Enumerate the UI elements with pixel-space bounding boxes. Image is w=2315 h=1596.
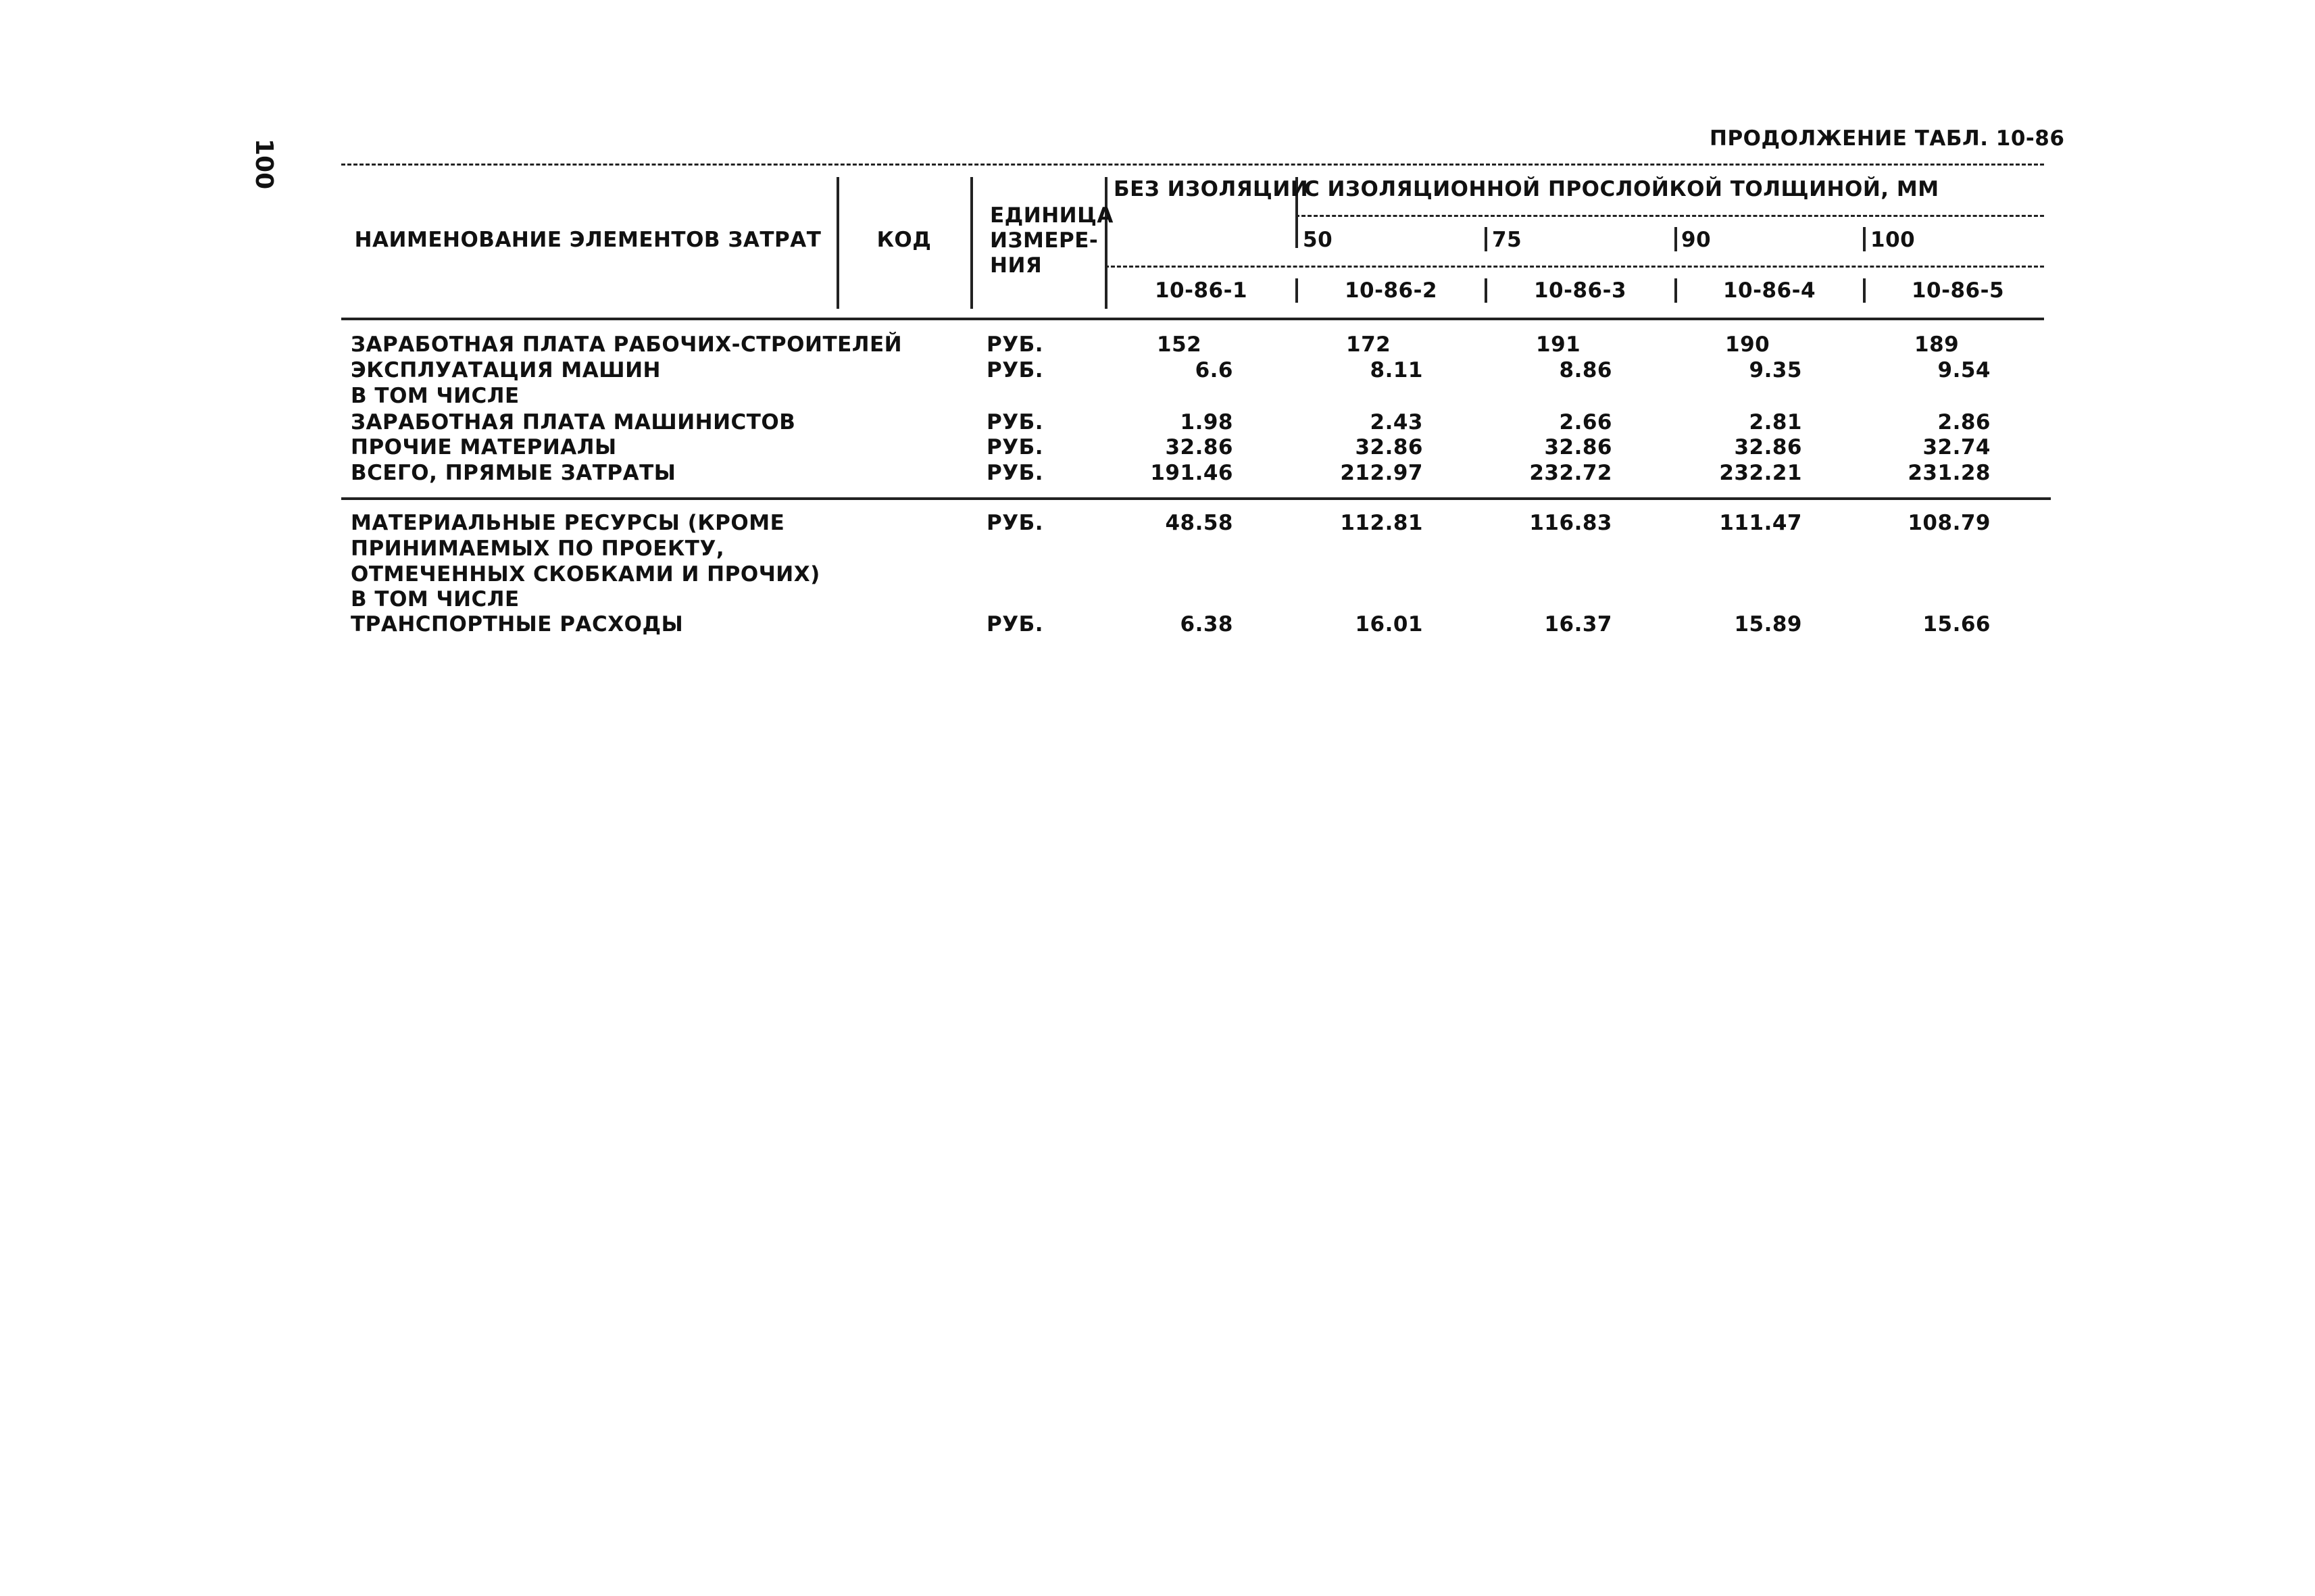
section2-sub-value: 15.66 <box>1922 612 1991 637</box>
row-unit: РУБ. <box>987 332 1044 357</box>
row-value: 232.21 <box>1719 461 1802 485</box>
row-value: 231.28 <box>1908 461 1991 485</box>
row-value: 191.46 <box>1150 461 1233 485</box>
header-with-insulation: С ИЗОЛЯЦИОННОЙ ПРОСЛОЙКОЙ ТОЛЩИНОЙ, ММ <box>1304 177 1939 201</box>
header-sep-90 <box>1674 227 1677 251</box>
row-value: 212.97 <box>1340 461 1423 485</box>
section2-value: 111.47 <box>1719 511 1802 535</box>
header-unit-3: НИЯ <box>990 253 1043 278</box>
thickness-50: 50 <box>1303 228 1333 252</box>
header-inner-rule <box>1295 215 2044 217</box>
row-name: ПРОЧИЕ МАТЕРИАЛЫ <box>351 435 617 459</box>
thickness-75: 75 <box>1492 228 1522 252</box>
header-sep-code <box>970 177 973 309</box>
row-value: 152 <box>1157 332 1202 357</box>
header-sep-unit <box>1105 177 1107 309</box>
continuation-title: ПРОДОЛЖЕНИЕ ТАБЛ. 10-86 <box>1710 126 2065 151</box>
header-sep-100 <box>1863 227 1866 251</box>
row-value: 190 <box>1725 332 1770 357</box>
row-value: 1.98 <box>1180 410 1233 434</box>
section2-sub-value: 16.01 <box>1355 612 1423 637</box>
row-value: 2.43 <box>1370 410 1423 434</box>
row-unit: РУБ. <box>987 410 1044 434</box>
header-codes-rule <box>1105 266 2044 268</box>
code-col-4: 10-86-4 <box>1722 278 1816 303</box>
row-value: 8.86 <box>1559 358 1612 382</box>
header-unit-1: ЕДИНИЦА <box>990 203 1114 228</box>
row-name: ЗАРАБОТНАЯ ПЛАТА МАШИНИСТОВ <box>351 410 796 434</box>
section2-sub-name: ТРАНСПОРТНЫЕ РАСХОДЫ <box>351 612 684 637</box>
row-name: В ТОМ ЧИСЛЕ <box>351 384 520 408</box>
row-name: ВСЕГО, ПРЯМЫЕ ЗАТРАТЫ <box>351 461 676 485</box>
row-value: 32.86 <box>1544 435 1612 459</box>
code-col-5: 10-86-5 <box>1911 278 2005 303</box>
section2-sub-value: 16.37 <box>1544 612 1612 637</box>
row-value: 6.6 <box>1195 358 1233 382</box>
row-value: 9.54 <box>1937 358 1991 382</box>
row-value: 189 <box>1914 332 1960 357</box>
row-unit: РУБ. <box>987 358 1044 382</box>
header-unit-2: ИЗМЕРЕ- <box>990 228 1099 253</box>
section2-name-line: В ТОМ ЧИСЛЕ <box>351 587 520 612</box>
row-value: 32.86 <box>1355 435 1423 459</box>
code-col-3: 10-86-3 <box>1533 278 1627 303</box>
row-value: 9.35 <box>1749 358 1802 382</box>
section2-sub-value: 15.89 <box>1734 612 1802 637</box>
row-unit: РУБ. <box>987 435 1044 459</box>
code-col-1: 10-86-1 <box>1154 278 1248 303</box>
thickness-100: 100 <box>1870 228 1916 252</box>
section2-name-line: ПРИНИМАЕМЫХ ПО ПРОЕКТУ, <box>351 537 725 561</box>
section2-sub-unit: РУБ. <box>987 612 1044 637</box>
section2-unit: РУБ. <box>987 511 1044 535</box>
page-number: 100 <box>250 139 278 190</box>
section2-value: 48.58 <box>1165 511 1233 535</box>
row-value: 2.66 <box>1559 410 1612 434</box>
thickness-90: 90 <box>1681 228 1712 252</box>
section2-value: 116.83 <box>1529 511 1612 535</box>
row-value: 32.74 <box>1922 435 1991 459</box>
header-code: КОД <box>876 228 932 252</box>
row-name: ЭКСПЛУАТАЦИЯ МАШИН <box>351 358 661 382</box>
row-value: 191 <box>1536 332 1581 357</box>
row-value: 232.72 <box>1529 461 1612 485</box>
section2-sub-value: 6.38 <box>1180 612 1233 637</box>
code-col-2: 10-86-2 <box>1344 278 1438 303</box>
section-divider <box>341 497 2051 500</box>
row-value: 8.11 <box>1370 358 1423 382</box>
table-top-rule <box>341 164 2044 166</box>
row-value: 2.86 <box>1937 410 1991 434</box>
row-value: 32.86 <box>1165 435 1233 459</box>
section2-name-line: ОТМЕЧЕННЫХ СКОБКАМИ И ПРОЧИХ) <box>351 562 820 587</box>
section2-value: 108.79 <box>1908 511 1991 535</box>
row-value: 32.86 <box>1734 435 1802 459</box>
header-no-insulation: БЕЗ ИЗОЛЯЦИИ <box>1114 177 1309 201</box>
section2-value: 112.81 <box>1340 511 1423 535</box>
header-name: НАИМЕНОВАНИЕ ЭЛЕМЕНТОВ ЗАТРАТ <box>354 228 822 252</box>
section2-name-line: МАТЕРИАЛЬНЫЕ РЕСУРСЫ (КРОМЕ <box>351 511 785 535</box>
header-bottom-rule <box>341 318 2044 320</box>
row-value: 172 <box>1346 332 1391 357</box>
row-name: ЗАРАБОТНАЯ ПЛАТА РАБОЧИХ-СТРОИТЕЛЕЙ <box>351 332 903 357</box>
header-sep-75 <box>1485 227 1487 251</box>
row-unit: РУБ. <box>987 461 1044 485</box>
row-value: 2.81 <box>1749 410 1802 434</box>
